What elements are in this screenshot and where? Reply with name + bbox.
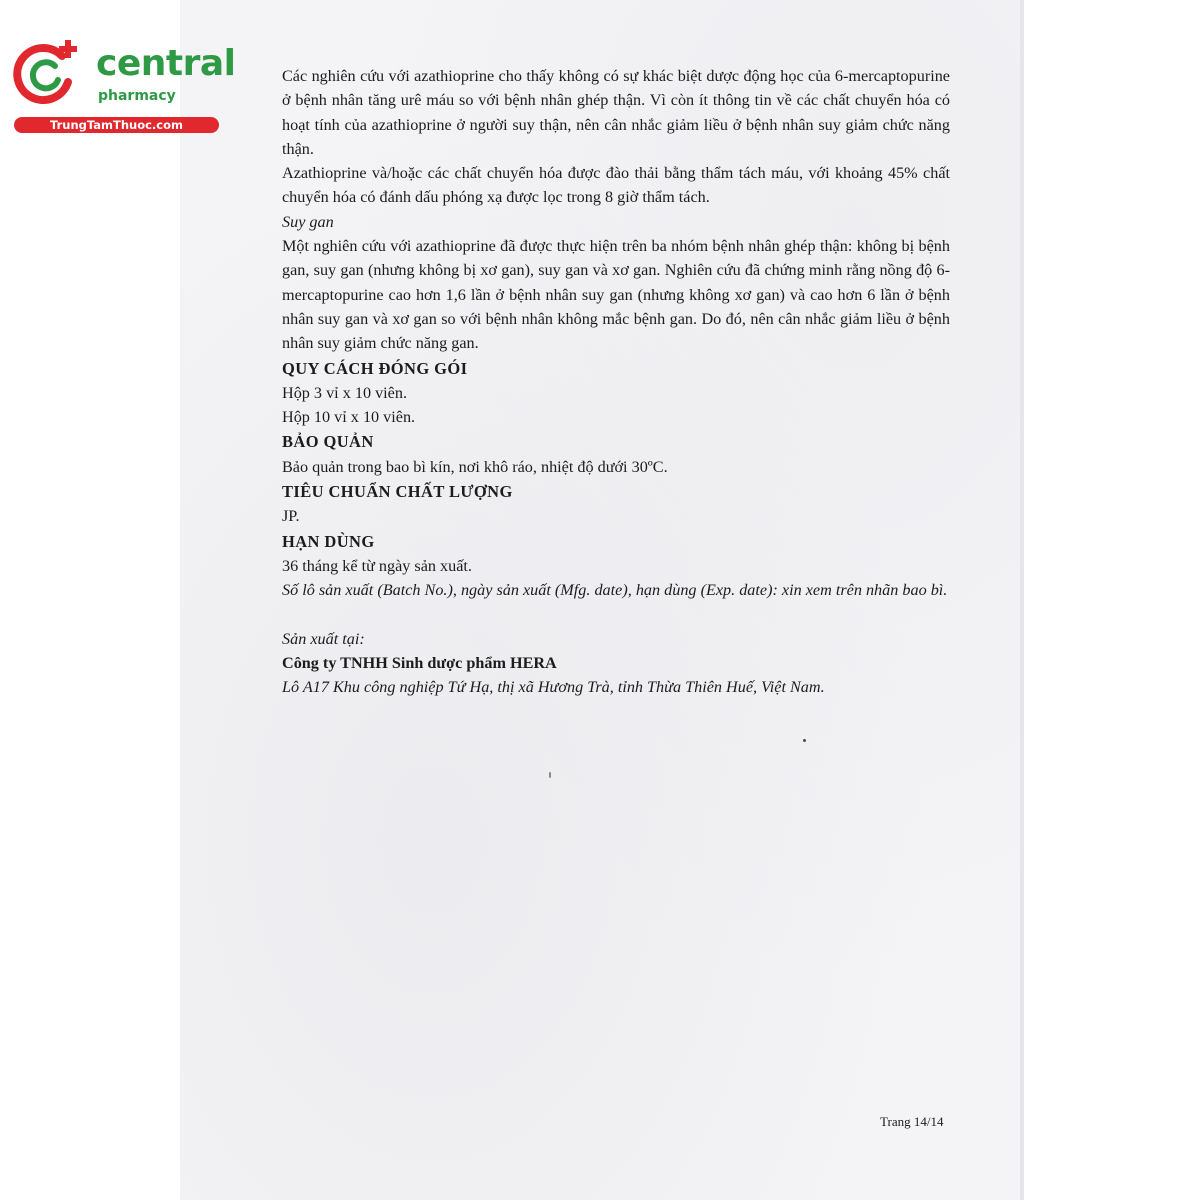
scan-speck	[803, 739, 806, 742]
pharmacy-c-cross-icon	[10, 38, 82, 110]
subheading-liver-impairment: Suy gan	[282, 212, 334, 231]
batch-info-note: Số lô sản xuất (Batch No.), ngày sản xuất (Mfg. date), hạn dùng (Exp. date): xin xem trên nhãn bao bì.	[282, 581, 948, 600]
quality-standard-text: JP.	[282, 507, 300, 526]
manufactured-at-label: Sản xuất tại:	[282, 629, 365, 648]
paragraph-renal-pharmacokinetics: Các nghiên cứu với azathioprine cho thấy không có sự khác biệt dược động học của 6-mercaptopurine ở bệnh nhân tăng urê máu so với bệnh nhân ghép thận. Vì còn ít thông tin về các chất chuyển hóa có hoạt tính của azathioprine ở người suy thận, nên cân nhắc giảm liều ở bệnh nhân suy giảm chức năng thận.	[282, 67, 950, 158]
heading-storage: BẢO QUẢN	[282, 432, 374, 452]
packaging-option-2: Hộp 10 vỉ x 10 viên.	[282, 408, 416, 427]
document-body	[282, 64, 950, 699]
manufacturer-name: Công ty TNHH Sinh dược phẩm HERA	[282, 653, 557, 672]
logo-website-banner: TrungTamThuoc.com	[14, 117, 219, 133]
page-number: Trang 14/14	[880, 1114, 944, 1129]
storage-instructions: Bảo quản trong bao bì kín, nơi khô ráo, nhiệt độ dưới 30ºC.	[282, 457, 668, 476]
heading-quality-standard: TIÊU CHUẨN CHẤT LƯỢNG	[282, 482, 513, 502]
logo-subtitle: pharmacy	[98, 88, 176, 104]
paragraph-hemodialysis: Azathioprine và/hoặc các chất chuyển hóa được đào thải bằng thẩm tách máu, với khoảng 45% chất chuyển hóa có đánh dấu phóng xạ được lọc trong 8 giờ thẩm tách.	[282, 164, 950, 207]
page-edge-shadow	[1020, 0, 1024, 1200]
spacer	[282, 603, 950, 627]
expiry-duration: 36 tháng kể từ ngày sản xuất.	[282, 556, 472, 575]
central-pharmacy-logo[interactable]	[10, 38, 236, 138]
manufacturer-address: Lô A17 Khu công nghiệp Tứ Hạ, thị xã Hương Trà, tỉnh Thừa Thiên Huế, Việt Nam.	[282, 678, 825, 697]
paragraph-liver-study: Một nghiên cứu với azathioprine đã được thực hiện trên ba nhóm bệnh nhân ghép thận: không bị bệnh gan, suy gan (nhưng không bị xơ gan), suy gan và xơ gan. Nghiên cứu đã chứng minh rằng nồng độ 6-mercaptopurine cao hơn 1,6 lần ở bệnh nhân suy gan (nhưng không xơ gan) và cao hơn 6 lần ở bệnh nhân suy gan và xơ gan so với bệnh nhân không mắc bệnh gan. Do đó, nên cân nhắc giảm liều ở bệnh nhân suy giảm chức năng gan.	[282, 237, 950, 353]
logo-wordmark: central	[96, 43, 236, 84]
scan-speck	[549, 772, 551, 778]
heading-expiry: HẠN DÙNG	[282, 531, 375, 551]
packaging-option-1: Hộp 3 vỉ x 10 viên.	[282, 383, 407, 402]
heading-packaging: QUY CÁCH ĐÓNG GÓI	[282, 358, 468, 378]
